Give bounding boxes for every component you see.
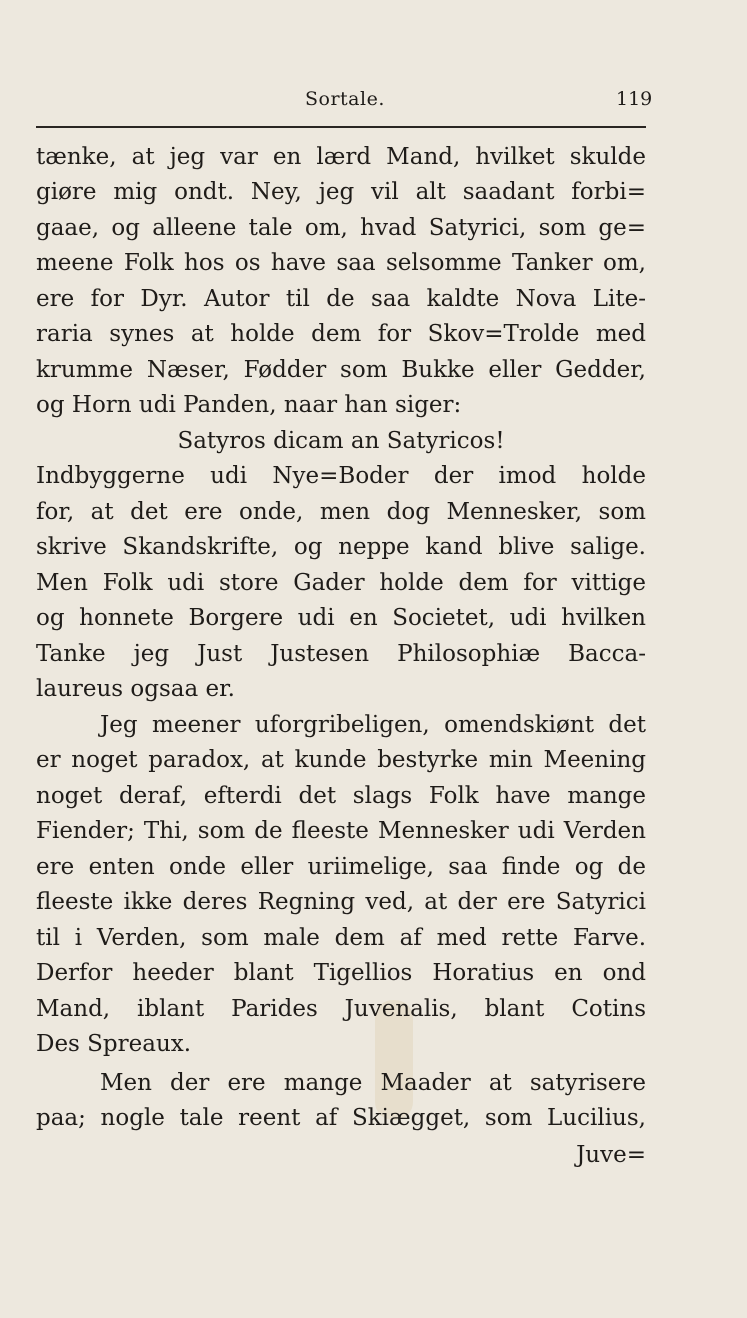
text-line: ere enten onde eller uriimelige, saa finde og de xyxy=(36,854,646,880)
text-line: noget deraf, efterdi det slags Folk have mange xyxy=(36,783,646,809)
text-line: er noget paradox, at kunde bestyrke min Meening xyxy=(36,747,646,773)
text-line: Indbyggerne udi Nye=Boder der imod holde xyxy=(36,463,646,489)
text-line: skrive Skandskrifte, og neppe kand blive salige. xyxy=(36,534,646,560)
text-line: Men der ere mange Maader at satyrisere xyxy=(100,1070,646,1096)
text-line: tænke, at jeg var en lærd Mand, hvilket skulde xyxy=(36,144,646,170)
text-line: ere for Dyr. Autor til de saa kaldte Nova Lite- xyxy=(36,286,646,312)
text-line: fleeste ikke deres Regning ved, at der ere Satyrici xyxy=(36,889,646,915)
text-line: Fiender; Thi, som de fleeste Mennesker udi Verden xyxy=(36,818,646,844)
text-line: og Horn udi Panden, naar han siger: xyxy=(36,392,462,418)
text-line: paa; nogle tale reent af Skiægget, som Lucilius, xyxy=(36,1105,646,1131)
text-line: Men Folk udi store Gader holde dem for vittige xyxy=(36,570,646,596)
header-rule xyxy=(36,126,646,128)
text-line: Jeg meener uforgribeligen, omendskiønt det xyxy=(100,712,646,738)
quotation-line: Satyros dicam an Satyricos! xyxy=(177,428,505,454)
text-line: meene Folk hos os have saa selsomme Tanker om, xyxy=(36,250,646,276)
text-line: giøre mig ondt. Ney, jeg vil alt saadant forbi= xyxy=(36,179,646,205)
catchword: Juve= xyxy=(576,1142,646,1168)
text-line: Des Spreaux. xyxy=(36,1031,192,1057)
text-line: Mand, iblant Parides Juvenalis, blant Cotins xyxy=(36,996,646,1022)
text-line: krumme Næser, Fødder som Bukke eller Gedder, xyxy=(36,357,646,383)
text-line: laureus ogsaa er. xyxy=(36,676,235,702)
text-line: Derfor heeder blant Tigellios Horatius en ond xyxy=(36,960,646,986)
text-line: raria synes at holde dem for Skov=Trolde med xyxy=(36,321,646,347)
running-title: Sortale. xyxy=(305,88,385,110)
text-line: Tanke jeg Just Justesen Philosophiæ Bacca- xyxy=(36,641,646,667)
text-line: gaae, og alleene tale om, hvad Satyrici, som ge= xyxy=(36,215,646,241)
text-line: til i Verden, som male dem af med rette Farve. xyxy=(36,925,646,951)
text-line: for, at det ere onde, men dog Mennesker, som xyxy=(36,499,646,525)
text-line: og honnete Borgere udi en Societet, udi hvilken xyxy=(36,605,646,631)
page-number: 119 xyxy=(616,88,653,110)
